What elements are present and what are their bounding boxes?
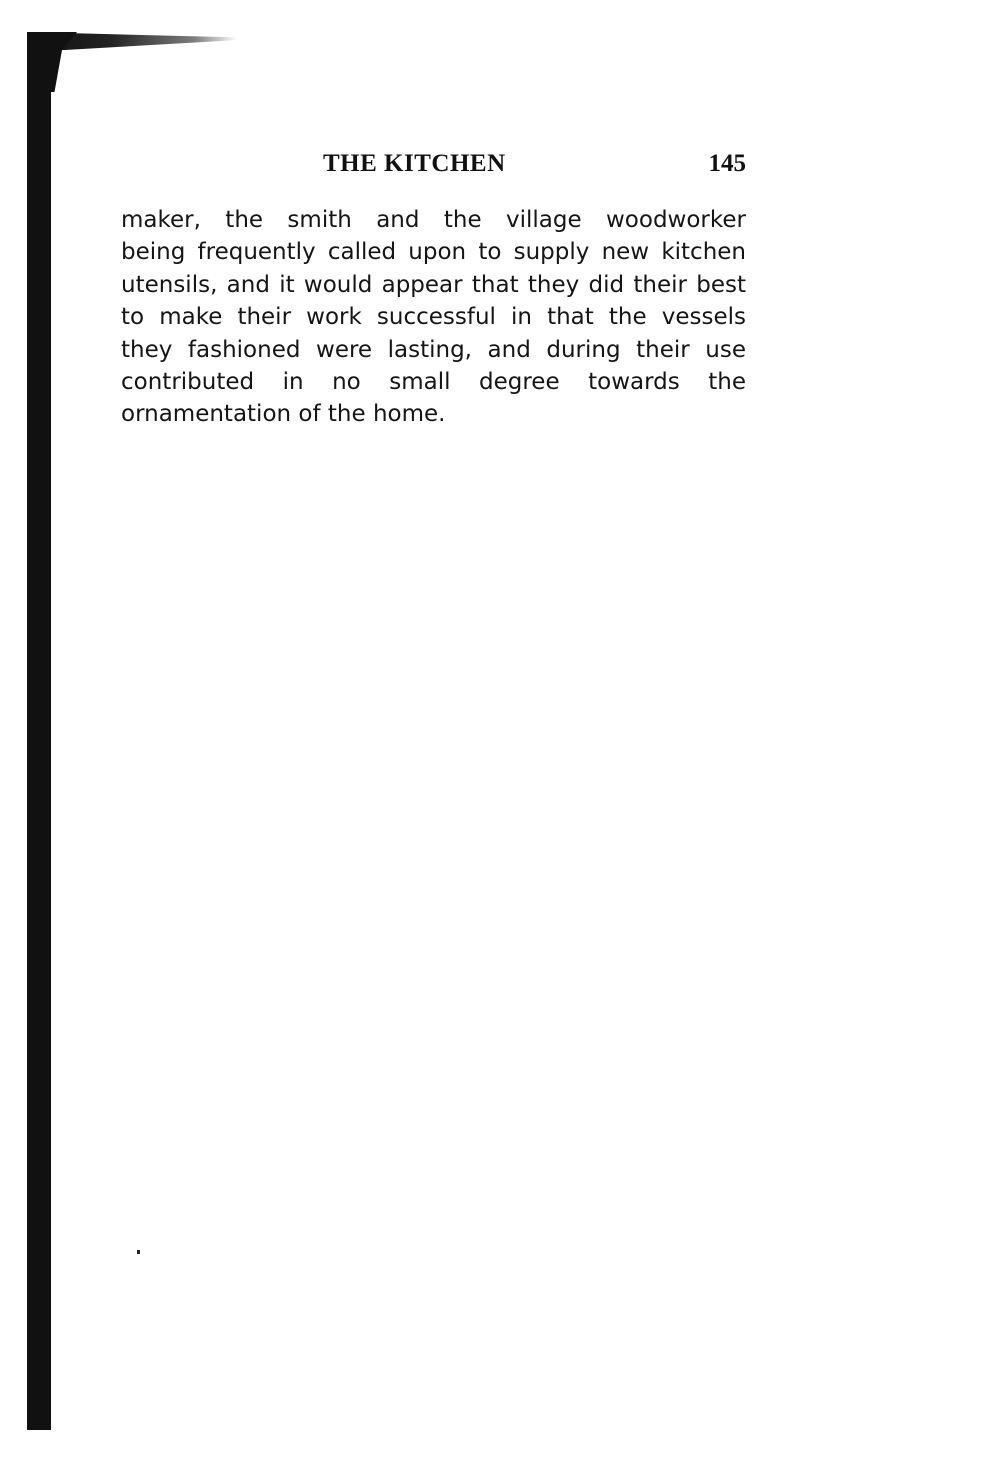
page-number: 145 <box>708 150 746 177</box>
running-head <box>121 150 746 184</box>
scan-speck <box>137 1250 140 1254</box>
text-line: being frequently called upon to supply new kitchen <box>121 239 746 266</box>
text-line: utensils, and it would appear that they did their best <box>121 271 746 298</box>
running-title: THE KITCHEN <box>323 150 506 177</box>
body-paragraph <box>121 204 746 431</box>
text-line: they fashioned were lasting, and during their use <box>121 336 746 363</box>
text-line: ornamentation of the home. <box>121 401 446 428</box>
text-line: to make their work successful in that the vessels <box>121 304 746 331</box>
text-line: maker, the smith and the village woodworker <box>121 207 746 233</box>
scan-corner-shadow <box>27 32 77 92</box>
text-line: contributed in no small degree towards the <box>121 369 746 396</box>
scan-binding-shadow <box>27 32 51 1430</box>
